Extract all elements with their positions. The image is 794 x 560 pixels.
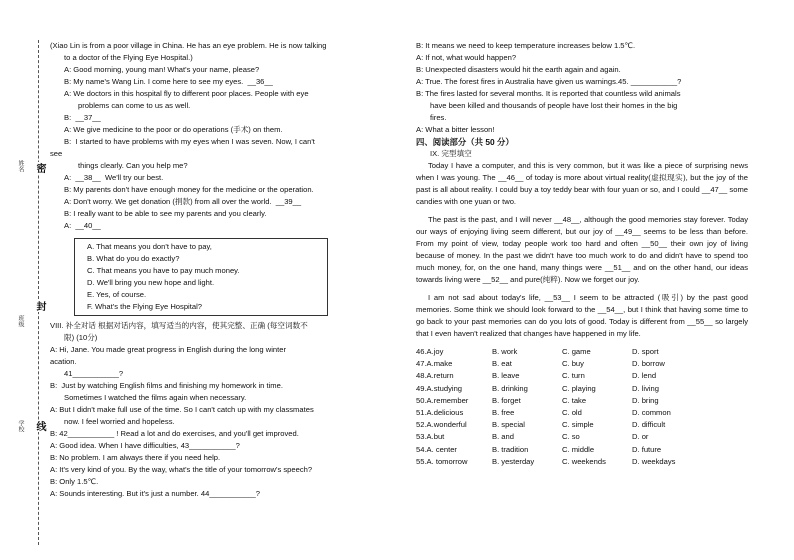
choice-option: C. so: [562, 432, 580, 442]
choice-option: 48.A.return: [416, 371, 454, 381]
choice-option: C. simple: [562, 420, 594, 430]
choice-option: C. playing: [562, 383, 596, 393]
dialog-line: A: But I didn't make full use of the time. So I can't catch up with my classmates: [50, 405, 314, 414]
dialog-line: A: What a bitter lesson!: [416, 125, 495, 134]
cloze-paragraph-1: Today I have a computer, and this is very common, but it was like a piece of surprising news when I was young. The __46__ of today is more about virtual reality(虚拟现实), but the joy of the past is all about reality. I could buy a toy teddy bear with four yuan or so, and I could __47__ some candies with one yuan or two.: [416, 161, 748, 206]
choice-option: B. leave: [492, 371, 520, 381]
choice-option: B. special: [492, 420, 525, 430]
left-column: [50, 40, 388, 500]
dialog-line: B: My name's Wang Lin. I come here to see my eyes. __36__: [64, 77, 273, 86]
choice-option: D. or: [632, 432, 649, 442]
dialog-line: B: __37__: [64, 113, 101, 122]
choice-option: D. weekdays: [632, 456, 676, 466]
option-item: A. That means you don't have to pay,: [87, 242, 212, 251]
choice-option: B. yesterday: [492, 456, 535, 466]
dialog-passage-2: [50, 344, 388, 500]
binding-margin: [0, 0, 46, 560]
choice-option: D. future: [632, 444, 662, 454]
dialog-line: A: Good morning, young man! What's your name, please?: [64, 65, 260, 74]
dialog-line: A: We give medicine to the poor or do operations (手术) on them.: [64, 125, 283, 134]
dialog-passage-2-cont: [416, 40, 748, 136]
choice-option: C. buy: [562, 359, 584, 369]
dialog-line: to a doctor of the Flying Eye Hospital.): [64, 53, 193, 62]
option-item: C. That means you have to pay much money.: [87, 266, 240, 275]
choice-option: B. free: [492, 408, 515, 418]
choice-option: 55.A. tomorrow: [416, 456, 468, 466]
dialog-line: (Xiao Lin is from a poor village in China. He has an eye problem. He is now talking: [50, 41, 327, 50]
dialog-line: A: Hi, Jane. You made great progress in English during the long winter: [50, 345, 286, 354]
dialog-line: fires.: [430, 113, 447, 122]
choice-option: D. lend: [632, 371, 657, 381]
choice-option: 49.A.studying: [416, 383, 463, 393]
choice-option: D. bring: [632, 395, 659, 405]
choice-option: C. game: [562, 347, 591, 356]
dialog-line: B: 42___________ ! Read a lot and do exercises, and you'll get improved.: [50, 429, 299, 438]
seal-char-mi: 密: [34, 163, 45, 173]
dialog-line: see: [50, 149, 63, 158]
dialog-line: acation.: [50, 357, 77, 366]
dialog-line: A: Don't worry. We get donation (捐款) from all over the world. __39__: [64, 197, 302, 206]
choice-option: 50.A.remember: [416, 395, 469, 405]
class-label: 班级: [17, 315, 23, 327]
choice-option: 54.A. center: [416, 444, 457, 454]
option-item: B. What do you do exactly?: [87, 254, 180, 263]
dialog-line: B: Just by watching English films and finishing my homework in time.: [50, 381, 283, 390]
seal-line: [38, 40, 39, 545]
choice-option: B. forget: [492, 395, 521, 405]
section9-title: IX. 完型填空: [430, 149, 472, 158]
choice-option: 46.A.joy: [416, 347, 444, 356]
choice-option: C. take: [562, 395, 587, 405]
choice-option: 53.A.but: [416, 432, 445, 442]
dialog-passage-1: [50, 40, 388, 232]
dialog-line: B: I started to have problems with my eyes when I was seven. Now, I can't: [64, 137, 315, 146]
choice-option: 51.A.delicious: [416, 408, 464, 418]
dialog-line: B: I really want to be able to see my parents and you clearly.: [64, 209, 267, 218]
choice-option: D. borrow: [632, 359, 665, 369]
dialog-line: B: The fires lasted for several months. It is reported that countless wild animals: [416, 89, 681, 98]
choice-option: C. old: [562, 408, 582, 418]
dialog-line: A: We doctors in this hospital fly to different poor places. People with eye: [64, 89, 309, 98]
seal-char-xian: 线: [34, 421, 45, 431]
dialog-line: B: Unexpected disasters would hit the earth again and again.: [416, 65, 621, 74]
cloze-paragraph-2: The past is the past, and I will never __48__, although the good memories stay forever. Today our ways of enjoying living seem different, but our joy of __49__ seems to be less than before. From my point of view, today people work too hard and often __50__ their own joy of living because of money. In the past we didn't have too much work to do and didn't have to spend too much money, for, on the one hand, many things were __51__ and on the other hand, our ideas towards living were __52__ and pure(纯粹). Now we forget our joy.: [416, 215, 748, 284]
choice-option: B. drinking: [492, 383, 528, 393]
dialog-line: B: My parents don't have enough money for the medicine or the operation.: [64, 185, 314, 194]
dialog-line: B: It means we need to keep temperature increases below 1.5℃.: [416, 41, 636, 50]
dialog-line: 41___________?: [64, 369, 124, 378]
dialog-line: A: If not, what would happen?: [416, 53, 517, 62]
cloze-options: [416, 346, 748, 468]
section8-title-cont: 限) (10分): [64, 333, 98, 342]
dialog-line: B: Only 1.5℃.: [50, 477, 99, 486]
choice-option: C. middle: [562, 444, 595, 454]
dialog-line: A: It's very kind of you. By the way, what's the title of your tomorrow's speech?: [50, 465, 313, 474]
section4-title: 四、阅读部分（共 50 分）: [416, 137, 514, 147]
choice-option: C. turn: [562, 371, 585, 381]
dialog-line: problems can come to us as well.: [78, 101, 191, 110]
right-column: [416, 40, 748, 468]
option-item: F. What's the Flying Eye Hospital?: [87, 302, 202, 311]
dialog-line: B: No problem. I am always there if you need help.: [50, 453, 221, 462]
dialog-line: A: __40__: [64, 221, 101, 230]
choice-option: B. work: [492, 347, 518, 356]
choice-option: D. living: [632, 383, 660, 393]
dialog-line: A: __38__ We'll try our best.: [64, 173, 164, 182]
dialog-line: A: Good idea. When I have difficulties, 43___________?: [50, 441, 240, 450]
choice-option: D. sport: [632, 347, 659, 356]
dialog-line: Sometimes I watched the films again when necessary.: [64, 393, 247, 402]
seal-char-feng: 封: [34, 301, 45, 311]
option-item: D. We'll bring you new hope and light.: [87, 278, 215, 287]
dialog-line: A: Sounds interesting. But it's just a number. 44___________?: [50, 489, 260, 498]
name-label: 姓名: [17, 160, 23, 172]
school-label: 学校: [17, 420, 23, 432]
options-box: [74, 238, 328, 316]
dialog-line: have been killed and thousands of people have lost their homes in the big: [430, 101, 678, 110]
dialog-line: A: True. The forest fires in Australia have given us warnings.45. ___________?: [416, 77, 682, 86]
section8-title: VIII. 补全对话 根据对话内容，填写适当的内容，使其完整、正确 (每空词数不: [50, 321, 308, 330]
cloze-paragraph-3: I am not sad about today's life, __53__ I seem to be attracted (吸引) by the past good memories. Some think we should look forward to the __54__, but I think that having some time to go back to your past memories can do you lots of good. Today is different from __55__ so largely that I even haven't realized that changes have happened in my life.: [416, 293, 748, 338]
dialog-line: now. I feel worried and hopeless.: [64, 417, 175, 426]
choice-option: 52.A.wonderful: [416, 420, 467, 430]
choice-option: C. weekends: [562, 456, 606, 466]
option-item: E. Yes, of course.: [87, 290, 147, 299]
dialog-line: things clearly. Can you help me?: [78, 161, 188, 170]
choice-option: D. common: [632, 408, 671, 418]
choice-option: D. difficult: [632, 420, 666, 430]
choice-option: 47.A.make: [416, 359, 453, 369]
choice-option: B. tradition: [492, 444, 529, 454]
choice-option: B. and: [492, 432, 514, 442]
choice-option: B. eat: [492, 359, 512, 369]
